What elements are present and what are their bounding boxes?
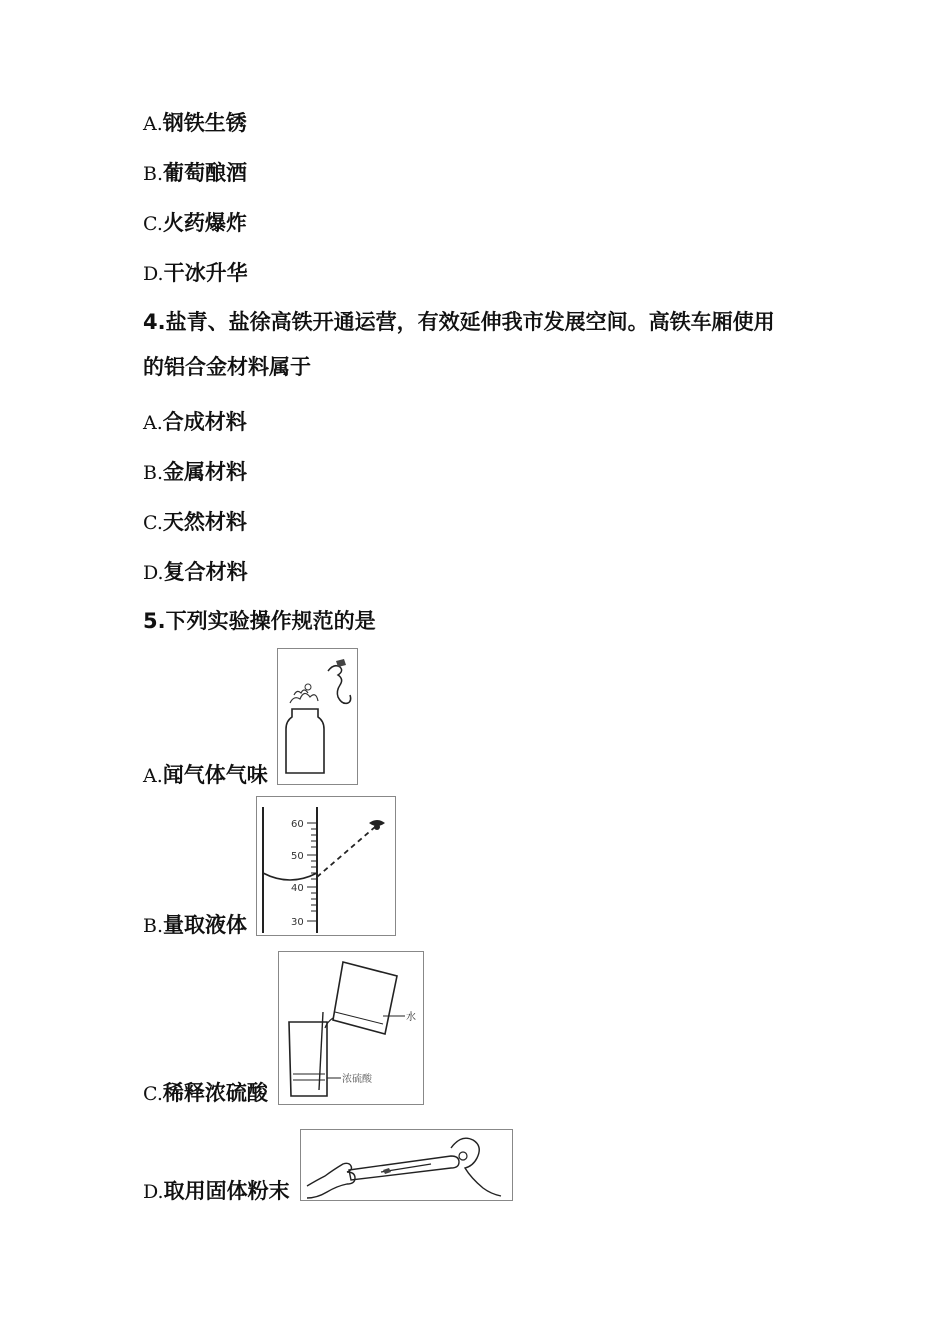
option-label: A. [143,765,163,787]
q5-stem: 5.下列实验操作规范的是 [143,609,376,633]
q3-option-a [143,110,247,137]
option-text: 天然材料 [162,510,247,534]
option-text: 量取液体 [163,913,248,937]
q5-option-c [143,1080,268,1107]
scale-60: 60 [291,819,304,830]
option-text: 合成材料 [162,410,247,434]
option-text: 葡萄酿酒 [163,161,248,185]
option-label: D. [143,1181,164,1203]
option-label: B. [143,163,164,185]
q4-option-a [143,409,247,436]
q3-option-b [143,160,247,187]
option-label: B. [143,462,164,484]
option-text: 取用固体粉末 [163,1179,290,1203]
q5-option-d [143,1178,290,1205]
q4-option-d [143,559,248,586]
option-text: 干冰升华 [163,261,248,285]
option-text: 稀释浓硫酸 [162,1081,268,1105]
option-label: A. [143,412,163,434]
option-label: D. [143,562,164,584]
label-water: 水 [406,1012,416,1023]
smell-gas-figure [277,648,358,785]
q5-option-a [143,762,268,789]
scale-30: 30 [291,917,304,928]
option-text: 闻气体气味 [162,763,268,787]
scale-50: 50 [291,851,304,862]
q3-option-c [143,210,247,237]
q4-stem-line2: 的铝合金材料属于 [143,355,311,379]
label-acid: 浓硫酸 [342,1074,372,1085]
option-text: 钢铁生锈 [162,111,247,135]
q5-option-b [143,912,247,939]
powder-figure [300,1129,513,1201]
option-label: B. [143,915,164,937]
q3-option-d [143,260,248,287]
q4-stem-line1: 4.盐青、盐徐高铁开通运营，有效延伸我市发展空间。高铁车厢使用 [143,310,775,334]
option-label: C. [143,1083,163,1105]
option-label: D. [143,263,164,285]
measure-liquid-figure [256,796,396,936]
q4-option-b [143,459,247,486]
q4-option-c [143,509,247,536]
option-label: A. [143,113,163,135]
dilute-acid-figure [278,951,424,1105]
option-text: 金属材料 [163,460,248,484]
scale-40: 40 [291,883,304,894]
option-label: C. [143,512,163,534]
option-text: 复合材料 [163,560,248,584]
option-label: C. [143,213,163,235]
option-text: 火药爆炸 [162,211,247,235]
